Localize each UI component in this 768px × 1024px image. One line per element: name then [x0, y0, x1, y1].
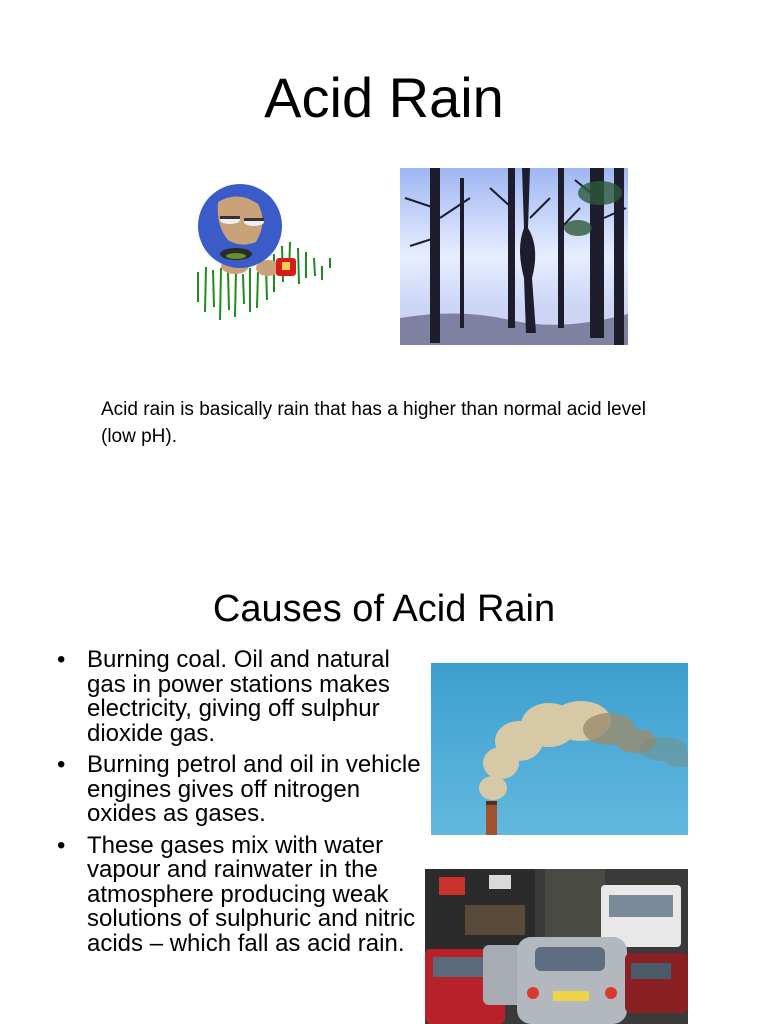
smokestack-photo [431, 663, 688, 835]
list-item-text: Burning coal. Oil and natural gas in power stations makes electricity, giving off sulphur dioxide gas. [87, 646, 390, 747]
traffic-photo [425, 869, 688, 1024]
slide-title: Acid Rain [264, 66, 504, 129]
dead-forest-photo [400, 168, 628, 345]
bullet-glyph: • [57, 646, 66, 673]
earth-character-clipart [188, 182, 338, 324]
list-item-text: Burning petrol and oil in vehicle engines gives off nitrogen oxides as gases. [87, 751, 421, 827]
bullet-glyph: • [57, 831, 66, 859]
bullet-glyph: • [57, 751, 66, 778]
list-item [57, 753, 422, 827]
list-item-text: These gases mix with water vapour and rainwater in the atmosphere producing weak solutions of sulphuric and nitric acids – which fall as acid rain. [87, 831, 416, 957]
causes-list [57, 648, 422, 963]
intro-text: Acid rain is basically rain that has a higher than normal acid level (low pH). [101, 399, 646, 447]
list-item [57, 648, 422, 746]
list-item [57, 831, 422, 957]
section-title: Causes of Acid Rain [212, 588, 556, 630]
